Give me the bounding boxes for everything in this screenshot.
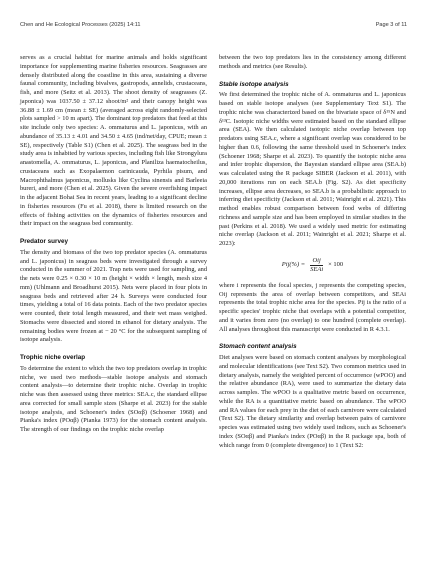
right-column — [219, 54, 406, 450]
section-heading-predator-survey: Predator survey — [20, 238, 68, 245]
overlap-equation — [219, 257, 406, 274]
subsection-heading-isotope: Stable isotope analysis — [219, 80, 289, 88]
equation-denominator: SEAi — [310, 265, 324, 273]
equation-explanation-paragraph: where i represents the focal species, j represents the competing species, Oij represents the area of overlap between competitors, and SEAi represents the total trophic niche area for the species. Pij is the ratio of a specific species' trophic niche that overlaps with a potential competitor, and it varies from zero (no overlap) to one hundred (complete overlap). All analyses throughout this manuscript were conducted in R 4.3.1. — [219, 281, 406, 333]
section-heading-trophic-niche: Trophic niche overlap — [20, 354, 86, 361]
equation-rhs: × 100 — [328, 260, 344, 268]
two-column-body — [20, 54, 407, 450]
equation-fraction — [308, 257, 325, 274]
stomach-content-paragraph: Diet analyses were based on stomach content analyses by morphological and molecular identifications (see Text S2). Two common metrics used in dietary analysis, namely the weighted percent of occurrence (wPOO) and the relative abundance (RA), were used to summarize the dietary data across samples. The wPOO is a qualitative metric based on occurrence, while the RA is a quantitative metric based on abundance. The wPOO and RA values for each prey in the diet of each carnivore were calculated (Text S2). The dietary similarity and overlap between pairs of carnivore species was estimated using two widely used indices, such as Schoener's index (SOαβ) and Pianka's index (POαβ) in the R package spa, both of which range from 0 (complete divergence) to 1 (Text S2: — [219, 354, 406, 449]
trophic-niche-paragraph: To determine the extent to which the two top predators overlap in trophic niche, we used two methods—stable isotope analysis and stomach content analysis—to determine their trophic niche. Overlap in trophic niche was then assessed using three metrics: SEA.c, the standard ellipse area corrected for small sample sizes (Sharpe et al. 2023) for the stable isotope analysis, and Schoener's index (SOαβ) (Schoener 1968) and Pianka's index (POαβ) (Pianka 1973) for the stomach content analysis. The strength of our findings on the trophic niche overlap — [20, 364, 207, 433]
page-number: Page 3 of 11 — [375, 22, 407, 28]
left-column — [20, 54, 207, 450]
study-site-paragraph: serves as a crucial habitat for marine animals and holds significant importance for supplementing marine fisheries resources. Seagrasses are densely distributed along the coastline in this area, sustaining a diverse faunal community, including bivalves, gastropods, annelids, crustaceans, fish, and more (Seitz et al. 2013). The shoot density of seagrasses (Z. japonica) was 1037.50 ± 37.12 shoot/m² and their canopy height was 36.88 ± 1.69 cm (mean ± SE) (averaged across eight randomly-selected plots sampled > 10 m apart). The dominant top predators that feed at this site include only two species: A. ommaturus and L. japonicus, with an abundance of 35.13 ± 4.01 and 34.50 ± 4.65 (ind/net/day, CPUE; mean ± SE), respectively (Table S1) (Chen et al. 2025). The seagrass bed in the study area is inhabited by various species, including fish like Strongylura anastomella, A. ommaturus, L. japonicus, and Planiliza haematocheilus, crustaceans such as Exopalaemon carinicauda, Pyrhila pisum, and Macrophthalmus japonicus, mollusks like Cyclina sinensis and Barleeia bureri, and more (Chen et al. 2025). Given the severe overfishing impact in the adjacent Bohai Sea in recent years, leading to a significant decline in fisheries resources (Fu et al. 2018), there is limited research on the effects of fishing activities on the dynamics of fisheries resources and their impact on the seagrass bed community. — [20, 54, 207, 228]
running-header — [20, 22, 407, 34]
isotope-paragraph: We first determined the trophic niche of A. ommaturus and L. japonicus based on stable isotope analyses (see Supplementary Text S1). The trophic niche was characterized based on the bivariate space of δ¹⁵N and δ¹³C. Isotopic niche widths were estimated based on the standard ellipse area (SEA). We then calculated isotopic niche overlap between top predators using SEA.c, where a significant overlap was considered to be higher than 0.6, following the same threshold used in Schoener's index (Schoener 1968; Sharpe et al. 2023). To quantify the isotopic niche area and infer trophic dispersion, the Bayesian standard ellipse area (SEA.b) was calculated using the R package SIBER (Jackson et al. 2011), with 20,000 iterations run on each SEA.b (Fig. S2). As diet specificity increases, ellipse area decreases, so SEA.b is a probabilistic approach to inferring diet specificity (Jackson et al. 2011; Wainright et al. 2021). This method enables robust comparison between food webs of differing richness and sample size and has been employed in similar studies in the past (Perkins et al. 2018). We used a widely used metric for estimating niche overlap (Jackson et al. 2011; Wainright et al. 2021; Sharpe et al. 2023): — [219, 91, 406, 247]
journal-citation: Chen and He Ecological Processes (2025) 14:11 — [20, 22, 141, 28]
continuation-paragraph: between the two top predators lies in the consistency among different methods and metrics (see Results). — [219, 54, 406, 70]
equation-numerator: Oij — [312, 256, 321, 264]
equation-lhs: Pij(%) = — [281, 260, 306, 268]
subsection-heading-stomach: Stomach content analysis — [219, 343, 297, 351]
predator-survey-paragraph: The density and biomass of the two top predator species (A. ommaturus and L. japonicus) in seagrass beds were investigated through a survey conducted in the summer of 2021. Trap nets were used for sampling, and the nets were 0.25 × 0.30 × 10 m (height × width × length, mesh size 4 mm) (Uhlmann and Broadhurst 2015). Nets were placed in four plots in seagrass beds and retrieved after 24 h. Surveys were conducted four times, yielding a total of 16 data points. Each of the two predator species were counted, their total length measured, and their wet mass weighed. Stomachs were dissected and stored in ethanol for dietary analysis. The remaining bodies were frozen at − 20 °C for the subsequent sampling of isotope analysis. — [20, 248, 207, 344]
